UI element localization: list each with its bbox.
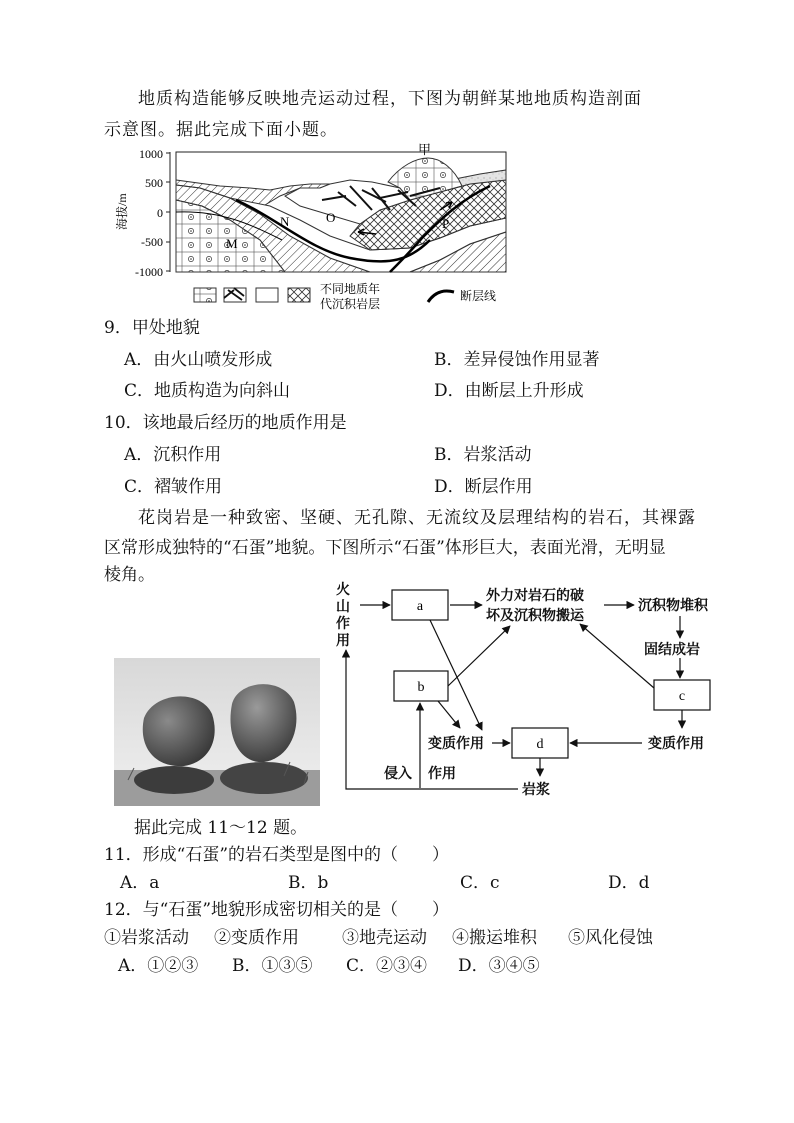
instruction-11-12: 据此完成 11～12 题。 <box>134 818 308 838</box>
metamorphism-left-label: 变质作用 <box>428 737 484 752</box>
y-tick-1000: 1000 <box>139 147 163 161</box>
weathering-label-line-2: 坏及沉积物搬运 <box>486 609 584 624</box>
q9-option-d[interactable]: D．由断层上升形成 <box>434 381 584 401</box>
q9-option-a[interactable]: A．由火山喷发形成 <box>124 350 273 370</box>
q9-option-c[interactable]: C．地质构造为向斜山 <box>124 381 291 401</box>
legend-text-line-2: 代沉积岩层 <box>320 297 381 311</box>
q11-option-d[interactable]: D．d <box>608 873 650 893</box>
label-N: N <box>280 214 290 229</box>
q10-option-b[interactable]: B．岩浆活动 <box>434 445 532 465</box>
q12-item-4: ④搬运堆积 <box>452 928 537 948</box>
intrusion-action-label: 作用 <box>428 767 456 782</box>
q10-option-c[interactable]: C．褶皱作用 <box>124 477 223 497</box>
label-P: P <box>442 216 450 231</box>
intrusion-label: 侵入 <box>384 767 412 782</box>
q11-option-c[interactable]: C．c <box>460 873 500 893</box>
q9-option-b[interactable]: B．差异侵蚀作用显著 <box>434 350 600 370</box>
geologic-cross-section-figure <box>110 140 530 315</box>
lithification-label: 固结成岩 <box>644 643 700 658</box>
q11-stem: 11．形成“石蛋”的岩石类型是图中的（ ） <box>104 845 450 865</box>
legend-fault-icon <box>428 291 454 302</box>
y-tick-minus-1000: -1000 <box>135 265 163 279</box>
q12-option-d[interactable]: D．③④⑤ <box>458 956 540 976</box>
q10-option-d[interactable]: D．断层作用 <box>434 477 533 497</box>
intro-paragraph-2-line-3: 棱角。 <box>104 565 155 585</box>
y-tick-500: 500 <box>145 176 163 190</box>
intro-paragraph-1-line-2: 示意图。据此完成下面小题。 <box>104 120 338 140</box>
magma-label: 岩浆 <box>522 783 550 798</box>
metamorphism-right-label: 变质作用 <box>648 737 704 752</box>
q9-stem: 9．甲处地貌 <box>104 318 200 338</box>
intro-paragraph-1-line-1: 地质构造能够反映地壳运动过程，下图为朝鲜某地地质构造剖面 <box>138 89 642 109</box>
svg-text:c: c <box>678 689 686 704</box>
legend-text-line-1: 不同地质年 <box>320 282 381 296</box>
y-tick-0: 0 <box>157 206 163 220</box>
q11-option-b[interactable]: B．b <box>288 873 329 893</box>
volcano-char-1: 火 <box>336 583 350 598</box>
volcano-char-2: 山 <box>336 600 350 615</box>
svg-text:a: a <box>416 599 424 614</box>
q12-stem: 12．与“石蛋”地貌形成密切相关的是（ ） <box>104 900 450 920</box>
volcano-char-3: 作 <box>336 617 350 632</box>
label-jia: 甲 <box>418 142 432 157</box>
q12-option-c[interactable]: C．②③④ <box>346 956 428 976</box>
deposition-label: 沉积物堆积 <box>638 599 708 614</box>
q12-option-a[interactable]: A．①②③ <box>118 956 199 976</box>
q12-option-b[interactable]: B．①③⑤ <box>232 956 313 976</box>
q10-option-a[interactable]: A．沉积作用 <box>124 445 222 465</box>
rock-cycle-diagram <box>332 578 724 800</box>
q12-item-1: ①岩浆活动 <box>104 928 189 948</box>
q10-stem: 10．该地最后经历的地质作用是 <box>104 413 347 433</box>
weathering-label-line-1: 外力对岩石的破 <box>486 589 584 604</box>
q12-item-3: ③地壳运动 <box>342 928 427 948</box>
svg-text:d: d <box>536 737 544 752</box>
label-O: O <box>326 210 336 225</box>
svg-text:b: b <box>417 680 425 695</box>
y-axis-label: 海拔/m <box>115 193 129 230</box>
q12-item-5: ⑤风化侵蚀 <box>568 928 653 948</box>
y-tick-minus-500: -500 <box>141 235 163 249</box>
q12-item-2: ②变质作用 <box>214 928 299 948</box>
volcano-char-4: 用 <box>336 634 350 649</box>
intro-paragraph-2-line-1: 花岗岩是一种致密、坚硬、无孔隙、无流纹及层理结构的岩石，其裸露 <box>138 508 696 528</box>
stone-egg-photo <box>114 658 320 806</box>
legend <box>194 281 496 311</box>
legend-fault-label: 断层线 <box>460 289 497 303</box>
label-M: M <box>226 236 238 251</box>
q11-option-a[interactable]: A．a <box>120 873 160 893</box>
intro-paragraph-2-line-2: 区常形成独特的“石蛋”地貌。下图所示“石蛋”体形巨大，表面光滑，无明显 <box>104 538 666 558</box>
